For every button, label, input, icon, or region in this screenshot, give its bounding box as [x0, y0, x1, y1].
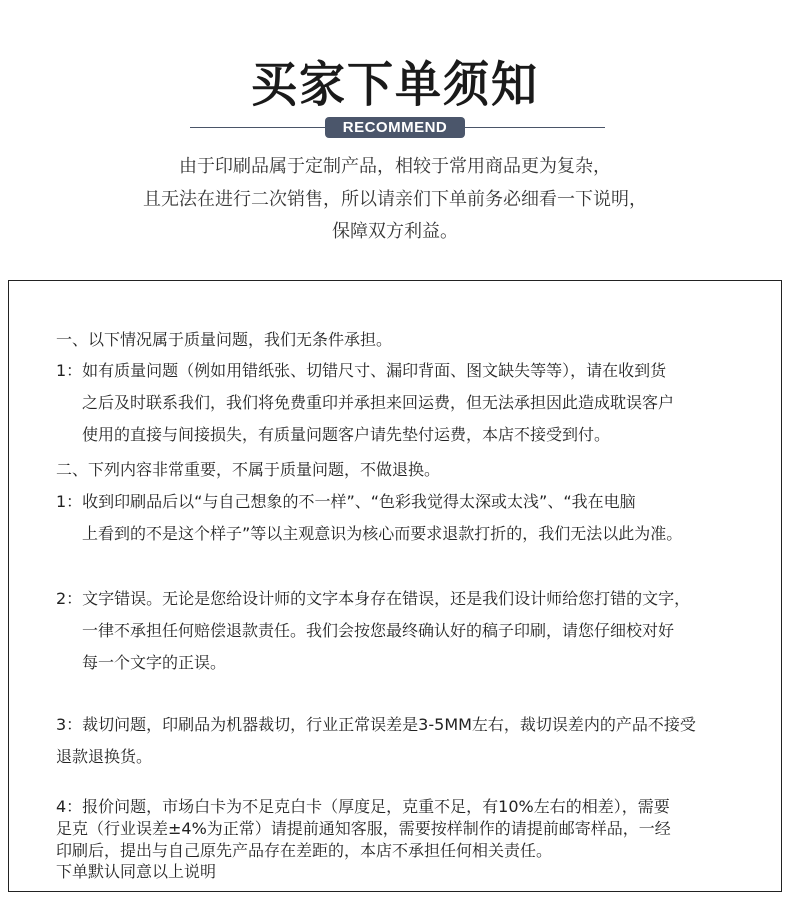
intro-line: 由于印刷品属于定制产品，相较于常用商品更为复杂， [179, 156, 611, 177]
divider-left [190, 127, 325, 128]
page-title: 买家下单须知 [251, 55, 539, 113]
notice-line: 4：报价问题，市场白卡为不足克白卡（厚度足，克重不足，有10%左右的相差），需要 [56, 797, 670, 816]
notice-line: 一律不承担任何赔偿退款责任。我们会按您最终确认好的稿子印刷，请您仔细校对好 [82, 621, 675, 640]
notice-line: 1：如有质量问题（例如用错纸张、切错尺寸、漏印背面、图文缺失等等），请在收到货 [56, 361, 667, 380]
notice-line: 印刷后，提出与自己原先产品存在差距的，本店不承担任何相关责任。 [56, 841, 553, 860]
notice-line: 退款退换货。 [56, 747, 153, 766]
notice-line: 1：收到印刷品后以“与自己想象的不一样”、“色彩我觉得太深或太浅”、“我在电脑 [56, 492, 636, 511]
notice-line: 上看到的不是这个样子”等以主观意识为核心而要求退款打折的，我们无法以此为准。 [82, 524, 683, 543]
notice-line: 使用的直接与间接损失，有质量问题客户请先垫付运费，本店不接受到付。 [82, 425, 611, 444]
notice-line: 之后及时联系我们，我们将免费重印并承担来回运费，但无法承担因此造成耽误客户 [82, 393, 675, 412]
notice-line: 足克（行业误差±4%为正常）请提前通知客服，需要按样制作的请提前邮寄样品，一经 [56, 819, 671, 838]
notice-line: 每一个文字的正误。 [82, 653, 227, 672]
intro-line: 保障双方利益。 [332, 221, 458, 242]
divider-right [465, 127, 605, 128]
notice-line: 2：文字错误。无论是您给设计师的文字本身存在错误，还是我们设计师给您打错的文字， [56, 589, 691, 608]
notice-line: 下单默认同意以上说明 [56, 862, 217, 881]
notice-line: 3：裁切问题，印刷品为机器裁切，行业正常误差是3-5MM左右，裁切误差内的产品不接受 [56, 715, 696, 734]
intro-line: 且无法在进行二次销售，所以请亲们下单前务必细看一下说明， [143, 189, 647, 210]
notice-line: 一、以下情况属于质量问题，我们无条件承担。 [56, 330, 393, 349]
recommend-badge: RECOMMEND [325, 117, 465, 138]
notice-line: 二、下列内容非常重要，不属于质量问题，不做退换。 [56, 460, 441, 479]
